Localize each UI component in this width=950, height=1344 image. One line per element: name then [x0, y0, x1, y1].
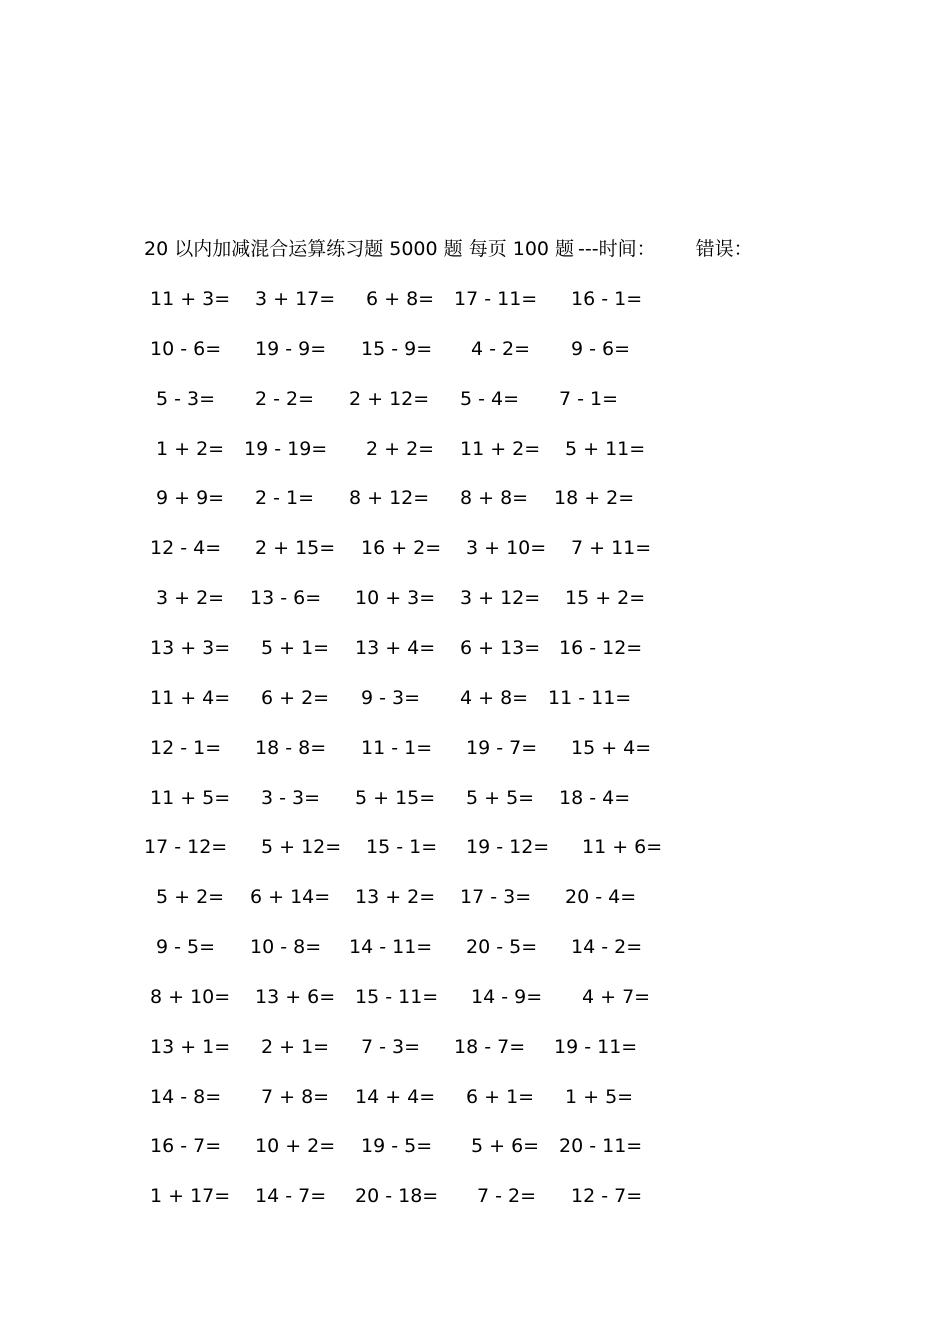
problem-item: 5 + 6= — [471, 1135, 540, 1158]
problem-item: 19 - 12= — [466, 836, 550, 859]
problem-item: 3 - 3= — [261, 786, 321, 809]
problem-item: 7 + 11= — [571, 537, 652, 560]
problem-item: 5 + 12= — [261, 836, 342, 859]
problem-item: 13 + 2= — [355, 886, 436, 909]
problem-item: 11 - 1= — [361, 736, 433, 759]
problem-item: 14 - 9= — [471, 985, 543, 1008]
problem-item: 10 - 6= — [150, 337, 222, 360]
problem-item: 11 - 11= — [548, 686, 632, 709]
problem-item: 2 - 2= — [255, 387, 315, 410]
problem-item: 14 + 4= — [355, 1085, 436, 1108]
problem-item: 2 - 1= — [255, 487, 315, 510]
problem-item: 15 - 11= — [355, 985, 439, 1008]
problem-row — [0, 436, 950, 462]
problem-row — [0, 984, 950, 1010]
problem-item: 10 + 3= — [355, 587, 436, 610]
problem-item: 1 + 2= — [156, 437, 225, 460]
problem-item: 7 - 3= — [361, 1035, 421, 1058]
problem-item: 9 - 5= — [156, 936, 216, 959]
problem-item: 18 - 7= — [454, 1035, 526, 1058]
problem-item: 2 + 15= — [255, 537, 336, 560]
errors-label: 错误： — [695, 238, 753, 260]
problem-item: 3 + 2= — [156, 587, 225, 610]
worksheet-title — [144, 236, 753, 262]
problem-item: 14 - 8= — [150, 1085, 222, 1108]
problem-row — [0, 934, 950, 960]
problem-item: 5 + 1= — [261, 636, 330, 659]
problem-item: 7 - 1= — [559, 387, 619, 410]
problem-item: 6 + 2= — [261, 686, 330, 709]
problem-item: 5 + 2= — [156, 886, 225, 909]
problem-row — [0, 735, 950, 761]
problem-item: 3 + 10= — [466, 537, 547, 560]
problem-item: 11 + 6= — [582, 836, 663, 859]
problem-item: 12 - 7= — [571, 1185, 643, 1208]
problem-item: 17 - 11= — [454, 288, 538, 310]
problem-item: 6 + 13= — [460, 636, 541, 659]
problem-item: 8 + 12= — [349, 487, 430, 510]
problem-item: 15 - 1= — [366, 836, 438, 859]
problem-item: 3 + 12= — [460, 587, 541, 610]
problem-item: 3 + 17= — [255, 288, 336, 310]
problem-row — [0, 685, 950, 711]
problem-item: 14 - 11= — [349, 936, 433, 959]
problem-item: 9 - 6= — [571, 337, 631, 360]
problem-item: 17 - 12= — [144, 836, 228, 859]
problem-item: 11 + 4= — [150, 686, 231, 709]
problem-item: 14 - 2= — [571, 936, 643, 959]
problem-row — [0, 336, 950, 362]
problem-item: 6 + 8= — [366, 288, 435, 310]
problem-item: 15 + 4= — [571, 736, 652, 759]
problem-item: 14 - 7= — [255, 1185, 327, 1208]
problem-row — [0, 635, 950, 661]
problem-item: 7 + 8= — [261, 1085, 330, 1108]
problem-item: 11 + 2= — [460, 437, 541, 460]
problem-item: 5 - 4= — [460, 387, 520, 410]
problem-row — [0, 485, 950, 511]
problem-item: 7 - 2= — [477, 1185, 537, 1208]
problem-item: 20 - 18= — [355, 1185, 439, 1208]
problem-item: 9 + 9= — [156, 487, 225, 510]
problem-row — [0, 1034, 950, 1060]
problem-item: 1 + 17= — [150, 1185, 231, 1208]
problem-row — [0, 585, 950, 611]
problem-row — [0, 1084, 950, 1110]
problem-item: 2 + 2= — [366, 437, 435, 460]
problem-item: 13 + 3= — [150, 636, 231, 659]
problem-item: 16 - 7= — [150, 1135, 222, 1158]
problem-item: 20 - 11= — [559, 1135, 643, 1158]
problem-item: 16 - 1= — [571, 288, 643, 310]
problem-item: 19 - 19= — [244, 437, 328, 460]
problem-row — [0, 1183, 950, 1209]
problem-item: 9 - 3= — [361, 686, 421, 709]
problem-item: 6 + 14= — [250, 886, 331, 909]
problem-item: 5 + 15= — [355, 786, 436, 809]
problem-item: 10 + 2= — [255, 1135, 336, 1158]
problem-item: 18 + 2= — [554, 487, 635, 510]
problem-item: 19 - 9= — [255, 337, 327, 360]
problem-row — [0, 884, 950, 910]
problem-item: 15 - 9= — [361, 337, 433, 360]
title-text: 20 以内加减混合运算练习题 5000 题 每页 100 题 — [144, 238, 575, 260]
problem-item: 11 + 5= — [150, 786, 231, 809]
problem-row — [0, 535, 950, 561]
problem-row — [0, 286, 950, 312]
problem-item: 18 - 8= — [255, 736, 327, 759]
problem-item: 20 - 5= — [466, 936, 538, 959]
problem-item: 11 + 3= — [150, 288, 231, 310]
problem-row — [0, 386, 950, 412]
problem-item: 5 + 5= — [466, 786, 535, 809]
problem-item: 1 + 5= — [565, 1085, 634, 1108]
problem-item: 2 + 12= — [349, 387, 430, 410]
problem-item: 18 - 4= — [559, 786, 631, 809]
problem-item: 5 - 3= — [156, 387, 216, 410]
problem-item: 19 - 7= — [466, 736, 538, 759]
problem-item: 8 + 10= — [150, 985, 231, 1008]
problem-item: 17 - 3= — [460, 886, 532, 909]
problem-row — [0, 834, 950, 860]
problem-item: 19 - 11= — [554, 1035, 638, 1058]
problem-item: 15 + 2= — [565, 587, 646, 610]
problem-item: 19 - 5= — [361, 1135, 433, 1158]
problem-item: 10 - 8= — [250, 936, 322, 959]
problem-item: 16 + 2= — [361, 537, 442, 560]
problem-item: 12 - 4= — [150, 537, 222, 560]
problem-row — [0, 785, 950, 811]
problem-item: 20 - 4= — [565, 886, 637, 909]
problem-item: 4 - 2= — [471, 337, 531, 360]
problem-item: 13 + 1= — [150, 1035, 231, 1058]
problem-item: 4 + 8= — [460, 686, 529, 709]
problem-item: 13 - 6= — [250, 587, 322, 610]
problem-row — [0, 1133, 950, 1159]
problem-item: 13 + 4= — [355, 636, 436, 659]
problem-item: 6 + 1= — [466, 1085, 535, 1108]
problem-item: 4 + 7= — [582, 985, 651, 1008]
problem-item: 16 - 12= — [559, 636, 643, 659]
problem-item: 13 + 6= — [255, 985, 336, 1008]
problem-item: 8 + 8= — [460, 487, 529, 510]
timing-label: ---时间： — [578, 238, 656, 260]
problem-item: 5 + 11= — [565, 437, 646, 460]
problem-item: 2 + 1= — [261, 1035, 330, 1058]
problem-item: 12 - 1= — [150, 736, 222, 759]
